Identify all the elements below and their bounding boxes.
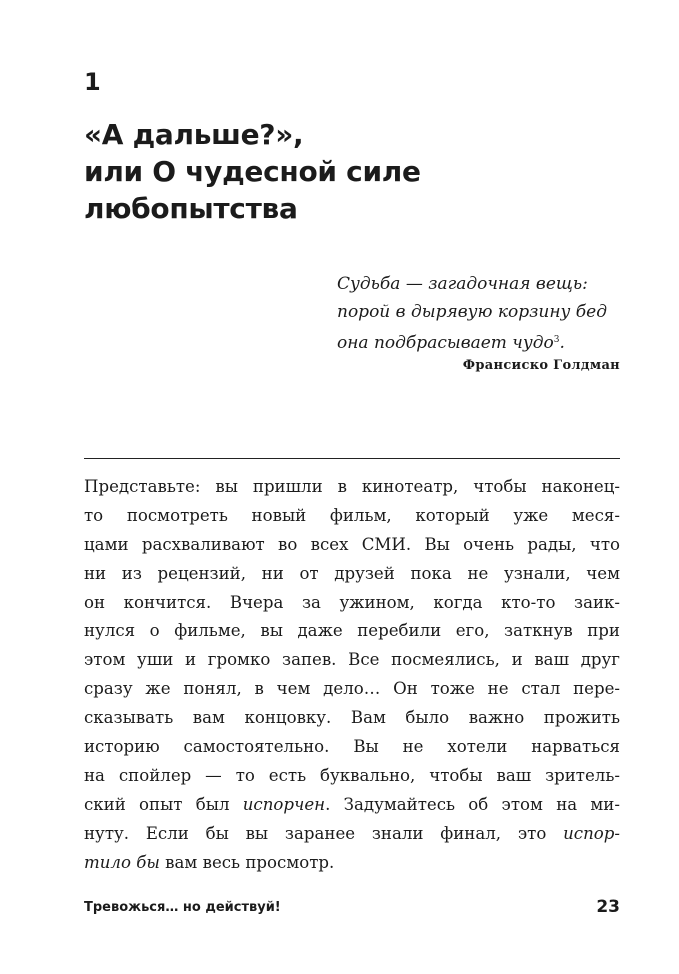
text-line: историю самостоятельно. Вы не хотели нарваться (84, 737, 620, 757)
emphasis: тило бы (84, 852, 160, 872)
footer-book-title: Тревожься… но действуй! (84, 900, 281, 915)
epigraph-line-text: она подбрасывает чудо (337, 333, 554, 353)
text-line: сразу же понял, в чем дело… Он тоже не стал пере- (84, 679, 620, 699)
text-segment: . Задумайтесь об этом на ми- (325, 794, 620, 814)
epigraph-line: Судьба — загадочная вещь: (337, 274, 588, 294)
epigraph (337, 270, 627, 357)
text-line: ни из рецензий, ни от друзей пока не узнали, чем (84, 563, 620, 583)
text-line: на спойлер — то есть буквально, чтобы ваш зритель- (84, 765, 620, 785)
chapter-title-line: «А дальше?», (84, 118, 304, 151)
chapter-title (84, 116, 604, 227)
emphasis: испорчен (242, 794, 326, 814)
emphasis: испор- (563, 823, 620, 843)
footnote-reference[interactable]: 3 (553, 335, 560, 345)
section-divider (84, 458, 620, 459)
chapter-title-line: любопытства (84, 192, 298, 225)
text-segment: вам весь просмотр. (159, 852, 335, 872)
page-number: 23 (596, 897, 620, 917)
epigraph-line-last: она подбрасывает чудо$^3$. (337, 333, 565, 353)
text-line: сказывать вам концовку. Вам было важно прожить (84, 708, 620, 728)
text-segment: ский опыт был (84, 794, 243, 814)
text-line: нулся о фильме, вы даже перебили его, заткнув при (84, 621, 620, 641)
text-line: то посмотреть новый фильм, который уже меся- (84, 505, 620, 525)
epigraph-line: порой в дырявую корзину бед (337, 302, 607, 322)
body-text (84, 473, 620, 877)
chapter-number: 1 (84, 68, 101, 96)
text-line: Представьте: вы пришли в кинотеатр, чтобы наконец- (84, 477, 620, 496)
epigraph-author: Франсиско Голдман (462, 358, 620, 373)
text-line (84, 849, 620, 878)
text-segment: нуту. Если бы вы заранее знали финал, это (84, 823, 564, 843)
text-line: этом уши и громко запев. Все посмеялись, и ваш друг (84, 650, 620, 670)
text-line (84, 791, 620, 820)
chapter-title-line: или О чудесной силе (84, 155, 421, 188)
text-line: цами расхваливают во всех СМИ. Вы очень рады, что (84, 534, 620, 554)
text-line (84, 820, 620, 849)
text-line: он кончится. Вчера за ужином, когда кто-то заик- (84, 592, 620, 612)
